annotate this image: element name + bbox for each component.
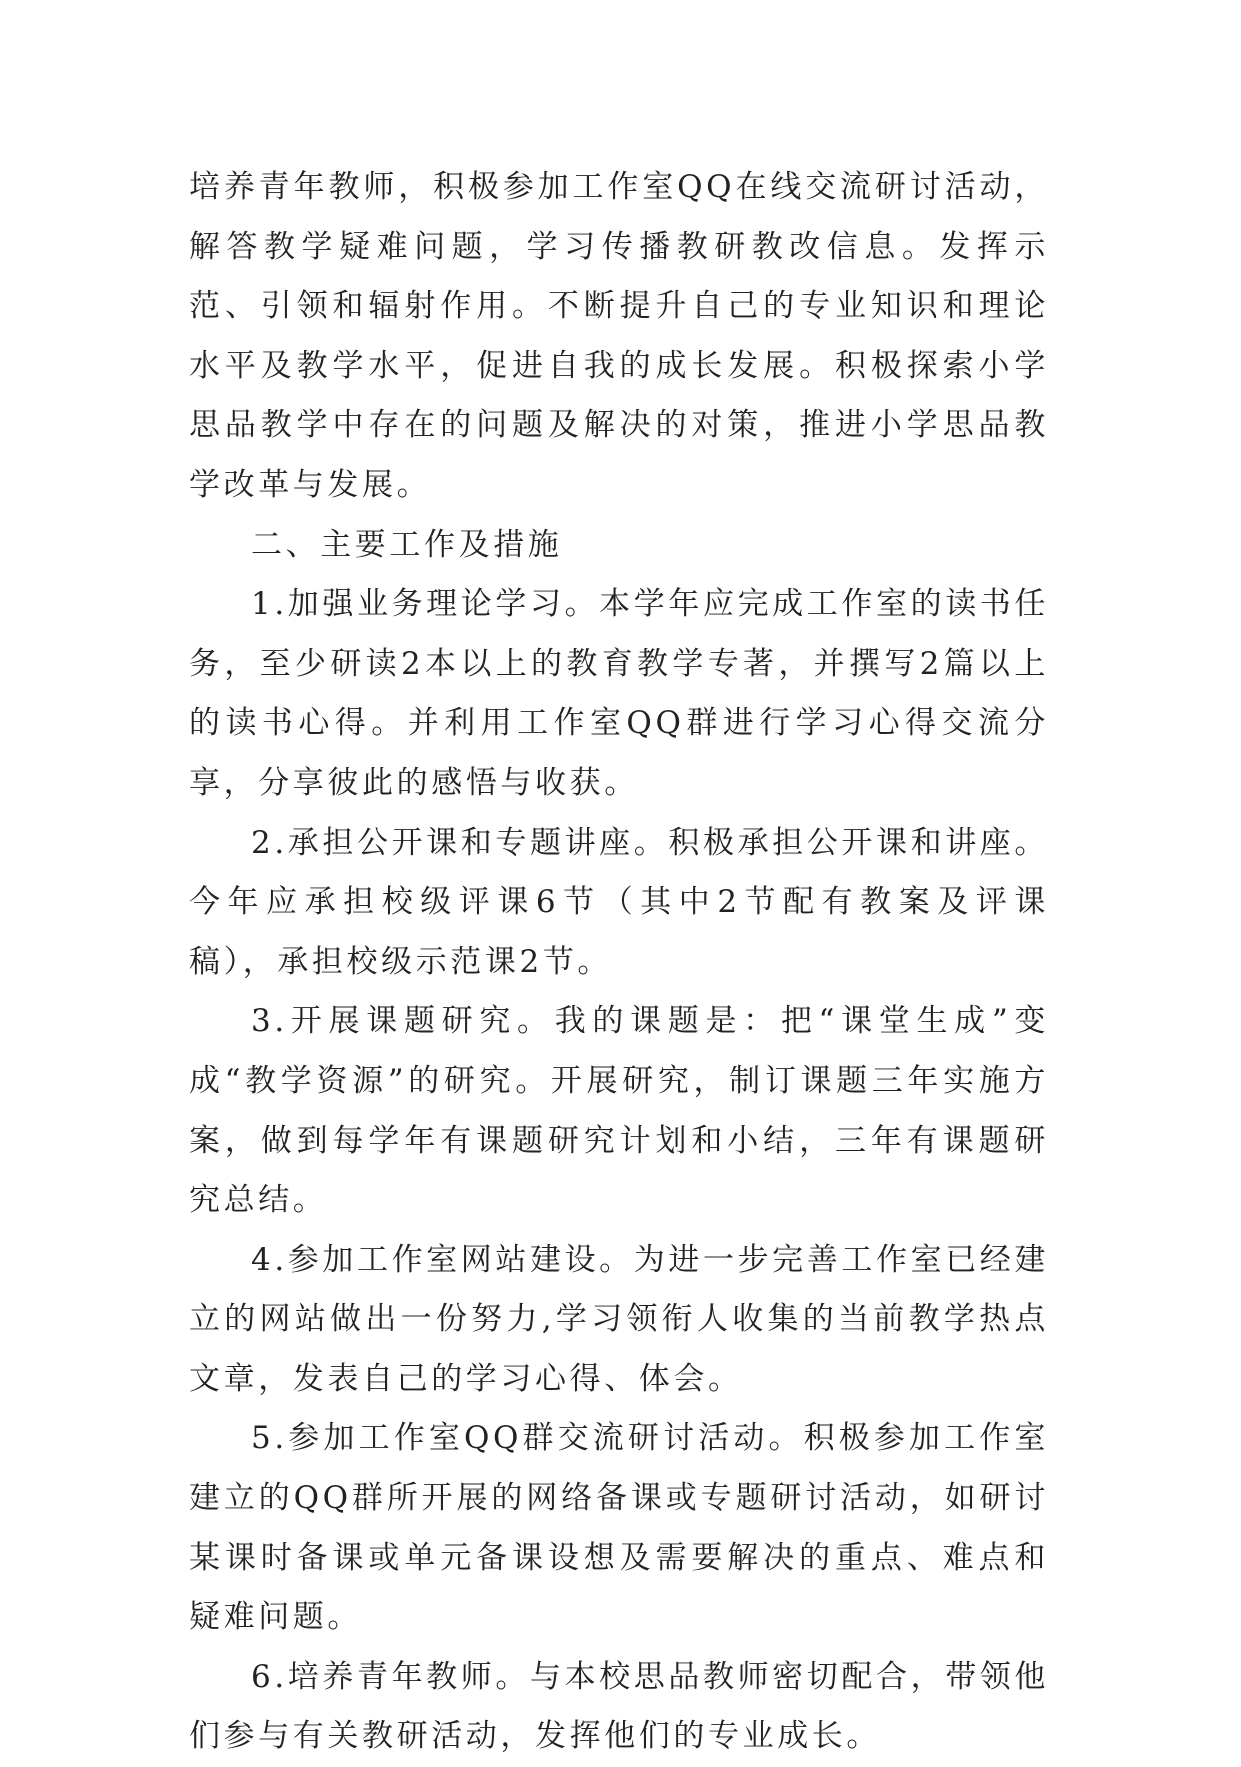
paragraph-intro-continuation: 培养青年教师，积极参加工作室QQ在线交流研讨活动，解答教学疑难问题，学习传播教研教改信息。发挥示范、引领和辐射作用。不断提升自己的专业知识和理论水平及教学水平，促进自我的成长发展。积极探索小学思品教学中存在的问题及解决的对策，推进小学思品教学改革与发展。 (189, 169, 1049, 503)
paragraph-item-4: 4.参加工作室网站建设。为进一步完善工作室已经建立的网站做出一份努力,学习领衔人收集的当前教学热点文章，发表自己的学习心得、体会。 (189, 1241, 1049, 1397)
document-body (189, 158, 1049, 1767)
section-heading-main-work: 二、主要工作及措施 (251, 526, 563, 563)
paragraph-item-3: 3.开展课题研究。我的课题是：把“课堂生成”变成“教学资源”的研究。开展研究，制订课题三年实施方案，做到每学年有课题研究计划和小结，三年有课题研究总结。 (189, 1003, 1049, 1219)
paragraph-item-2: 2.承担公开课和专题讲座。积极承担公开课和讲座。今年应承担校级评课6节（其中2节配有教案及评课稿），承担校级示范课2节。 (189, 824, 1049, 980)
paragraph-item-1: 1.加强业务理论学习。本学年应完成工作室的读书任务，至少研读2本以上的教育教学专著，并撰写2篇以上的读书心得。并利用工作室QQ群进行学习心得交流分享，分享彼此的感悟与收获。 (189, 586, 1049, 801)
paragraph-item-5: 5.参加工作室QQ群交流研讨活动。积极参加工作室建立的QQ群所开展的网络备课或专题研讨活动，如研讨某课时备课或单元备课设想及需要解决的重点、难点和疑难问题。 (189, 1420, 1049, 1636)
paragraph-item-6: 6.培养青年教师。与本校思品教师密切配合，带领他们参与有关教研活动，发挥他们的专业成长。 (189, 1658, 1049, 1755)
